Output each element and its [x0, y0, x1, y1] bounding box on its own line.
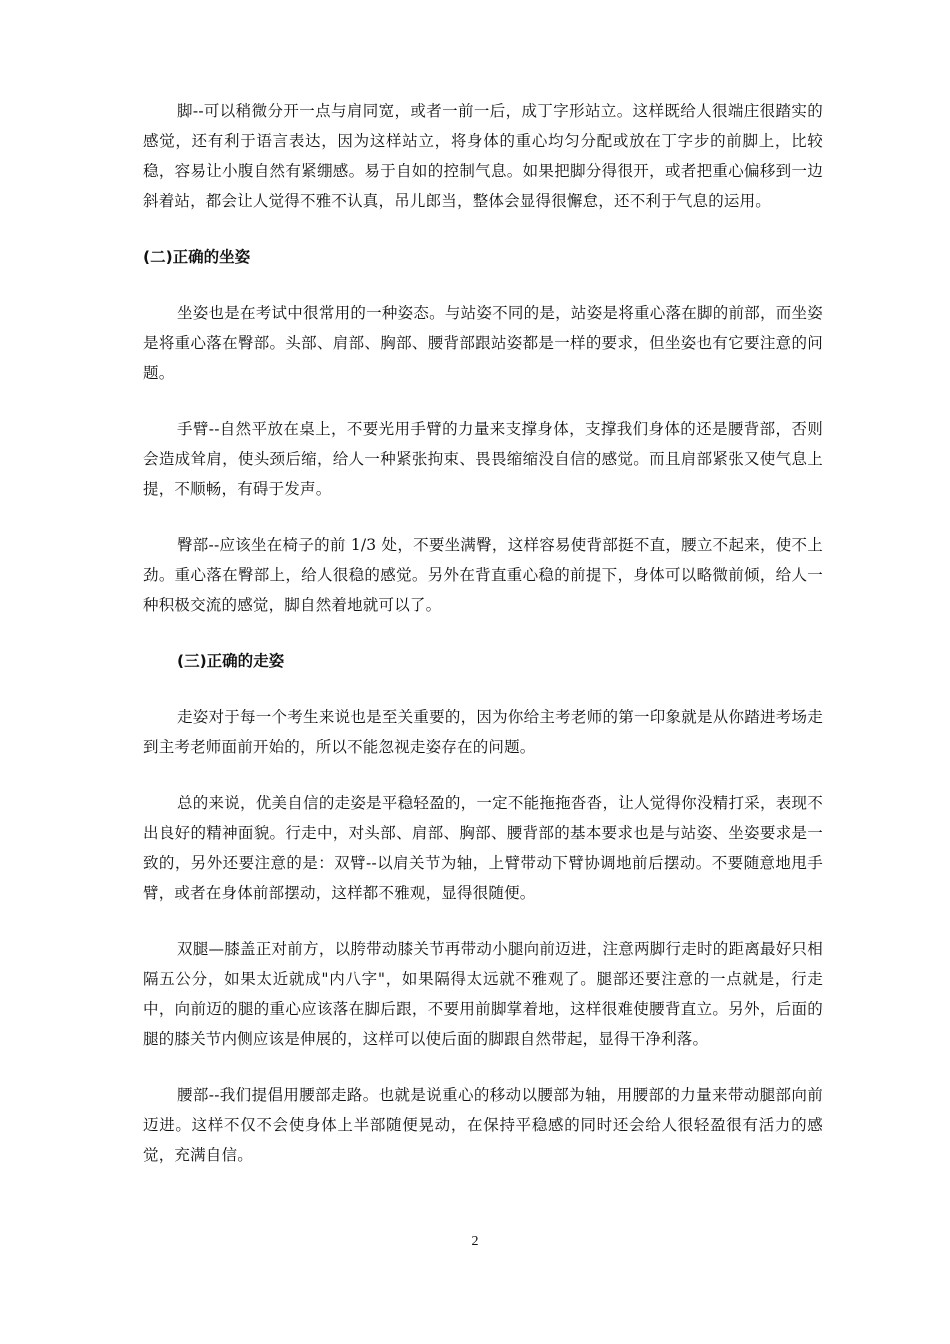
paragraph-feet: 脚--可以稍微分开一点与肩同宽，或者一前一后，成丁字形站立。这样既给人很端庄很踏实的感觉，还有利于语言表达，因为这样站立，将身体的重心均匀分配或放在丁字步的前脚上，比较稳，容易让小腹自然有紧绷感。易于自如的控制气息。如果把脚分得很开，或者把重心偏移到一边斜着站，都会让人觉得不雅不认真，吊儿郎当，整体会显得很懈怠，还不利于气息的运用。 [143, 102, 823, 210]
paragraph-arms: 手臂--自然平放在桌上，不要光用手臂的力量来支撑身体，支撑我们身体的还是腰背部，否则会造成耸肩，使头颈后缩，给人一种紧张拘束、畏畏缩缩没自信的感觉。而且肩部紧张又使气息上提，不顺畅，有碍于发声。 [143, 420, 823, 498]
paragraph-walking-intro: 走姿对于每一个考生来说也是至关重要的，因为你给主考老师的第一印象就是从你踏进考场走到主考老师面前开始的，所以不能忽视走姿存在的问题。 [143, 708, 823, 756]
paragraph-walking-general: 总的来说，优美自信的走姿是平稳轻盈的，一定不能拖拖沓沓，让人觉得你没精打采，表现不出良好的精神面貌。行走中，对头部、肩部、胸部、腰背部的基本要求也是与站姿、坐姿要求是一致的，另外还要注意的是：双臂--以肩关节为轴，上臂带动下臂协调地前后摆动。不要随意地甩手臂，或者在身体前部摆动，这样都不雅观，显得很随便。 [143, 794, 823, 902]
page-number: 2 [471, 1234, 479, 1249]
paragraph-hips: 臀部--应该坐在椅子的前 1/3 处，不要坐满臀，这样容易使背部挺不直，腰立不起来，使不上劲。重心落在臀部上，给人很稳的感觉。另外在背直重心稳的前提下，身体可以略微前倾，给人一种积极交流的感觉，脚自然着地就可以了。 [143, 536, 823, 614]
paragraph-legs: 双腿—膝盖正对前方，以胯带动膝关节再带动小腿向前迈进，注意两脚行走时的距离最好只相隔五公分，如果太近就成"内八字"，如果隔得太远就不雅观了。腿部还要注意的一点就是，行走中，向前迈的腿的重心应该落在脚后跟，不要用前脚掌着地，这样很难使腰背直立。另外，后面的腿的膝关节内侧应该是伸展的，这样可以使后面的脚跟自然带起，显得干净利落。 [143, 940, 823, 1048]
paragraph-sitting-intro: 坐姿也是在考试中很常用的一种姿态。与站姿不同的是，站姿是将重心落在脚的前部，而坐姿是将重心落在臀部。头部、肩部、胸部、腰背部跟站姿都是一样的要求，但坐姿也有它要注意的问题。 [143, 304, 823, 382]
section-heading-walking: (三)正确的走姿 [177, 652, 285, 670]
paragraph-waist: 腰部--我们提倡用腰部走路。也就是说重心的移动以腰部为轴，用腰部的力量来带动腿部向前迈进。这样不仅不会使身体上半部随便晃动，在保持平稳感的同时还会给人很轻盈很有活力的感觉，充满自信。 [143, 1086, 823, 1164]
page-content [143, 96, 823, 1196]
section-heading-sitting: (二)正确的坐姿 [143, 248, 251, 266]
